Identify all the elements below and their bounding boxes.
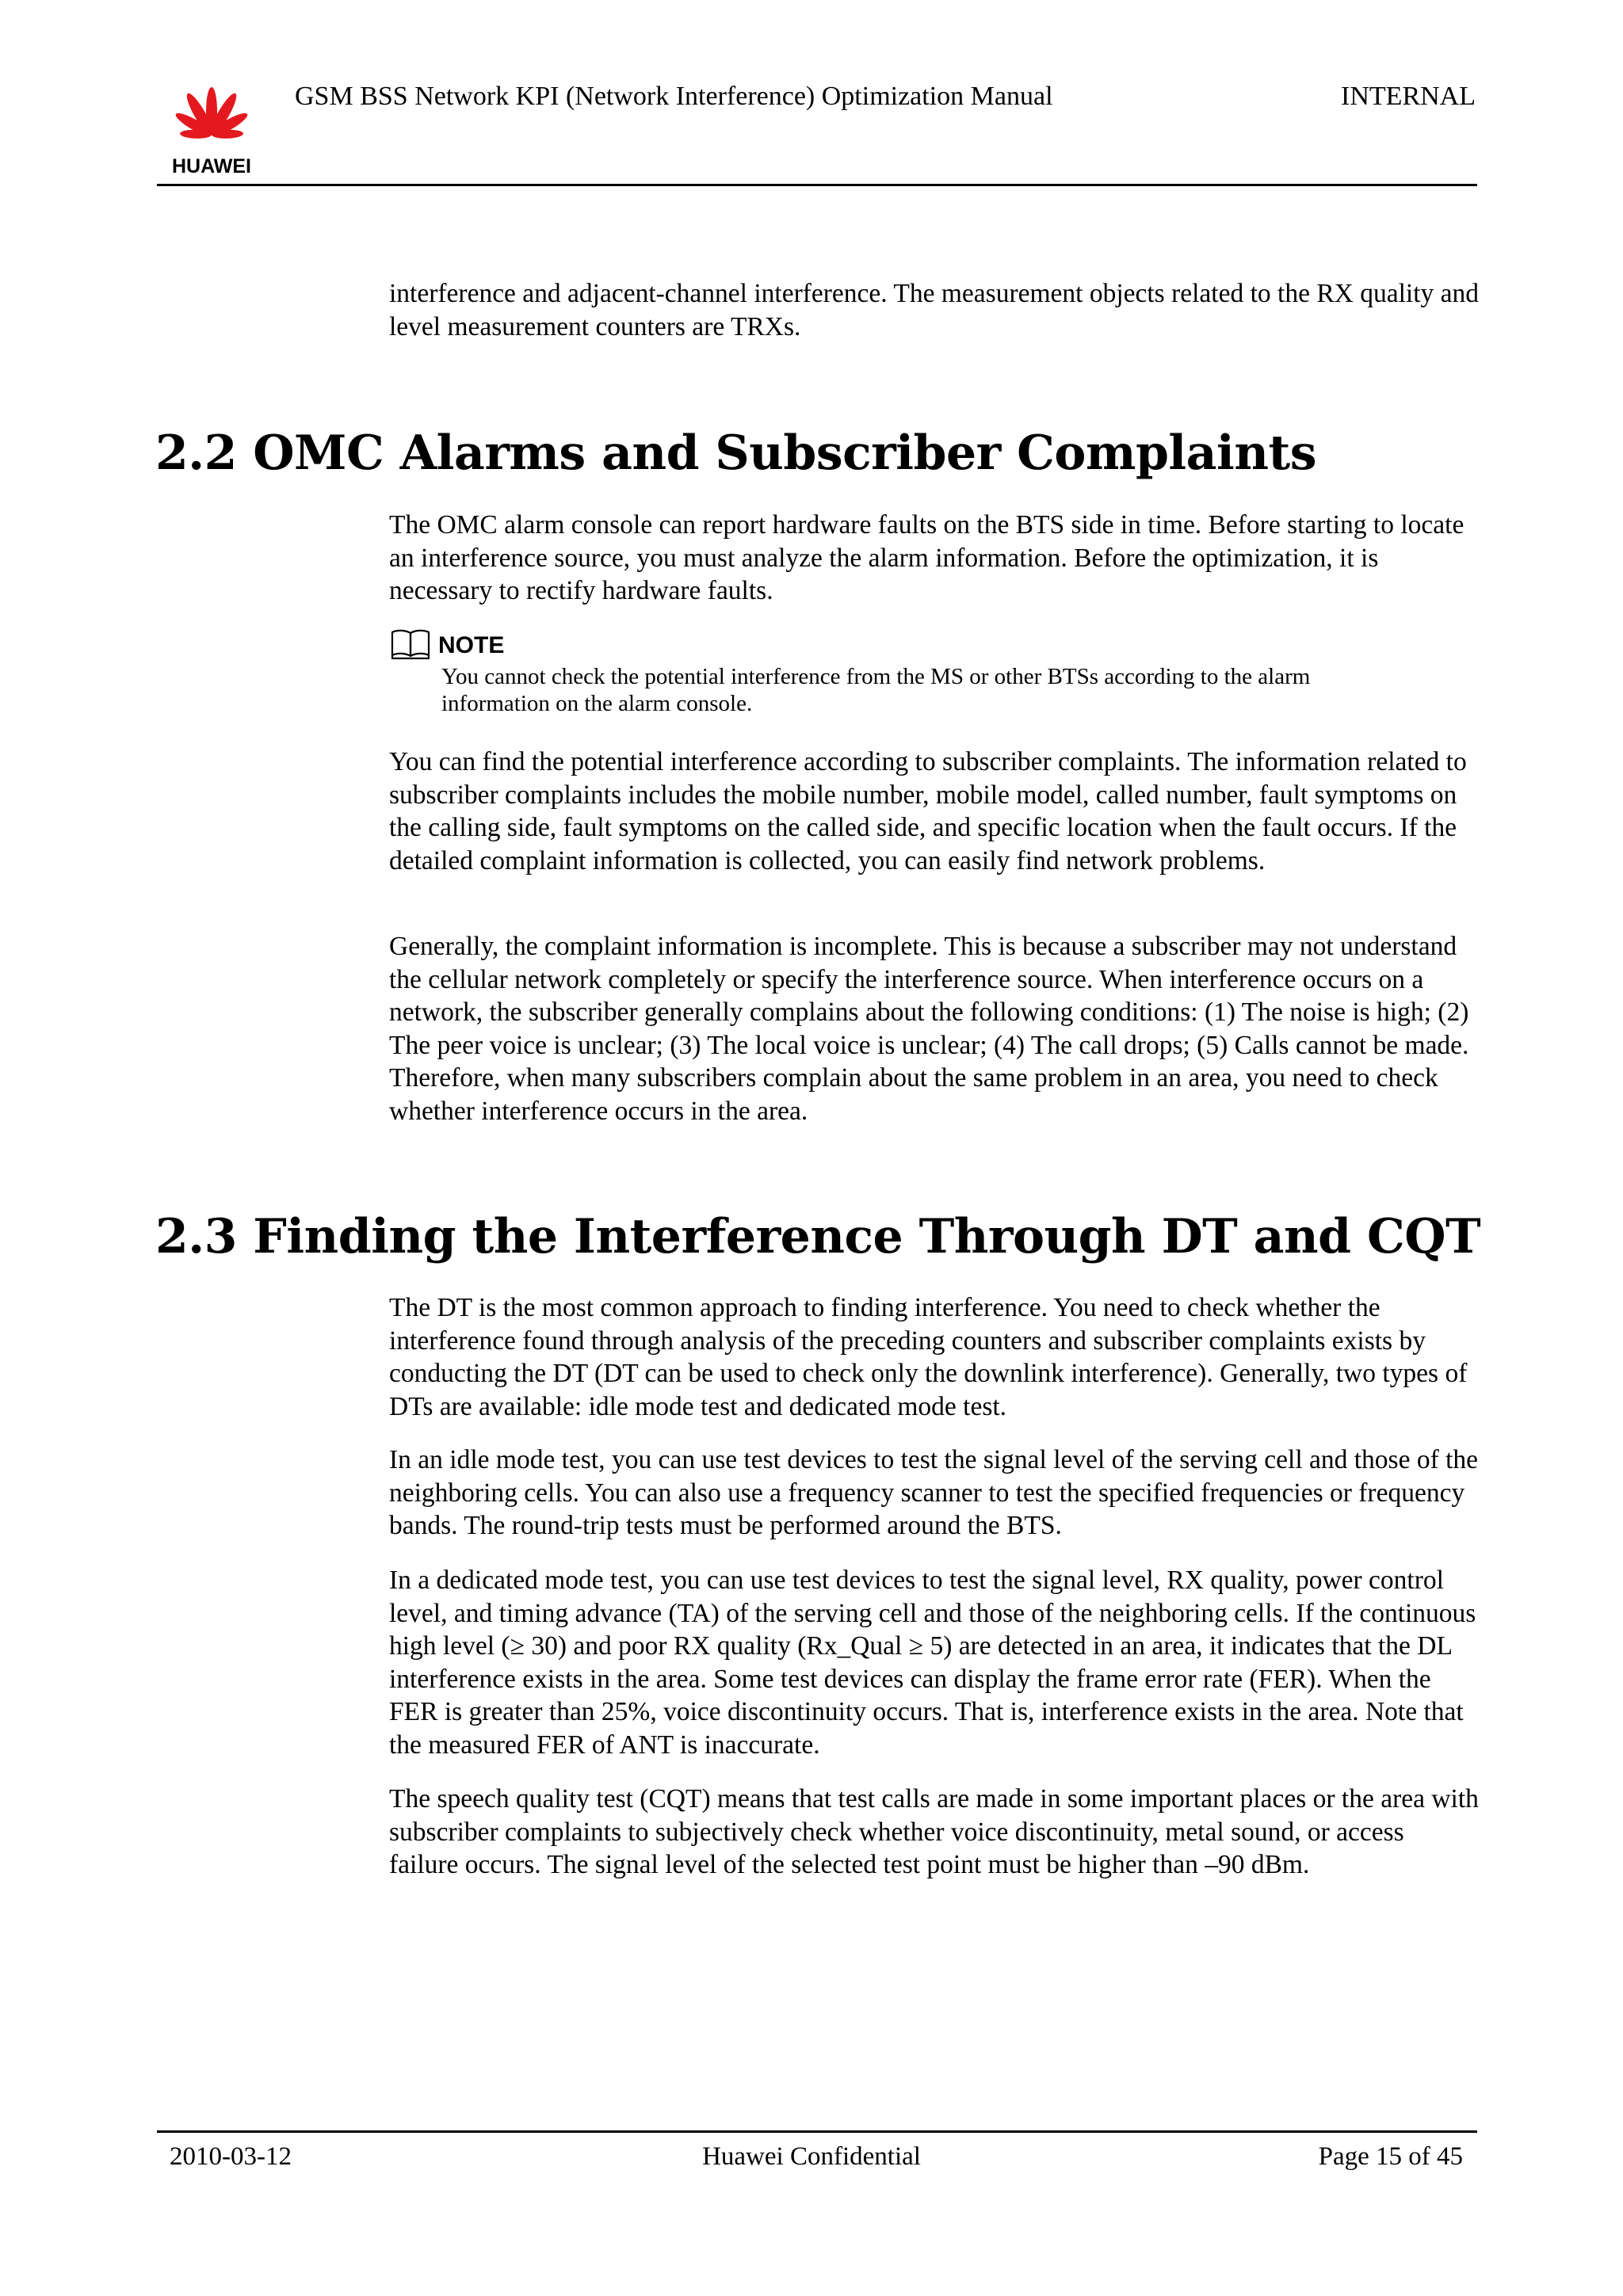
footer-page-number: Page 15 of 45 [1318,2142,1463,2171]
classification-label: INTERNAL [1341,82,1476,111]
section-2-2-paragraph-1: The OMC alarm console can report hardware faults on the BTS side in time. Before starting to locate an interference source, you must analyze the alarm information. Before the optimization, it is necessary to rectify hardware faults. [389,510,1465,605]
section-heading-2-2: 2.2 OMC Alarms and Subscriber Complaints [155,425,1316,481]
intro-paragraph: interference and adjacent-channel interference. The measurement objects related to the RX quality and level measurement counters are TRXs. [389,279,1480,341]
section-2-2-paragraph-2: You can find the potential interference according to subscriber complaints. The information related to subscriber complaints includes the mobile number, mobile model, called number, fault symptoms on the calling side, fault symptoms on the called side, and specific location when the fault occurs. If the detailed complaint information is collected, you can easily find network problems. [389,747,1467,875]
section-2-3-paragraph-4: The speech quality test (CQT) means that test calls are made in some important places or the area with subscriber complaints to subjectively check whether voice discontinuity, metal sound, or access failure occurs. The signal level of the selected test point must be higher than –90 dBm. [389,1784,1479,1879]
section-2-3-paragraph-2: In an idle mode test, you can use test devices to test the signal level of the serving cell and those of the neighboring cells. You can also use a frequency scanner to test the specified frequencies or frequency bands. The round-trip tests must be performed around the BTS. [389,1445,1479,1540]
book-icon [389,628,432,660]
footer-confidential: Huawei Confidential [702,2142,921,2171]
huawei-logo [157,76,266,177]
document-title: GSM BSS Network KPI (Network Interference) Optimization Manual [295,82,1053,111]
footer-divider [157,2130,1477,2133]
section-2-3-paragraph-3: In a dedicated mode test, you can use test devices to test the signal level, RX quality, power control level, and timing advance (TA) of the serving cell and those of the neighboring cells. If the continuous high level (≥ 30) and poor RX quality (Rx_Qual ≥ 5) are detected in an area, it indicates that the DL interference exists in the area. Some test devices can display the frame error rate (FER). When the FER is greater than 25%, voice discontinuity occurs. That is, interference exists in the area. Note that the measured FER of ANT is inaccurate. [389,1566,1476,1760]
huawei-logo-icon [157,76,266,177]
note-label: NOTE [438,632,505,658]
note-text: You cannot check the potential interference from the MS or other BTSs according to the alarm information on the alarm console. [441,664,1311,716]
section-heading-2-3: 2.3 Finding the Interference Through DT and CQT [155,1209,1481,1264]
section-2-3-paragraph-1: The DT is the most common approach to finding interference. You need to check whether the interference found through analysis of the preceding counters and subscriber complaints exists by conducting the DT (DT can be used to check only the downlink interference). Generally, two types of DTs are available: idle mode test and dedicated mode test. [389,1293,1468,1421]
header-divider [157,184,1477,186]
footer-date: 2010-03-12 [170,2142,292,2171]
logo-wordmark: HUAWEI [172,155,251,177]
section-2-2-paragraph-3: Generally, the complaint information is incomplete. This is because a subscriber may not understand the cellular network completely or specify the interference source. When interference occurs on a network, the subscriber generally complains about the following conditions: (1) The noise is high; (2) The peer voice is unclear; (3) The local voice is unclear; (4) The call drops; (5) Calls cannot be made. Therefore, when many subscribers complain about the same problem in an area, you need to check whether interference occurs in the area. [389,932,1469,1126]
